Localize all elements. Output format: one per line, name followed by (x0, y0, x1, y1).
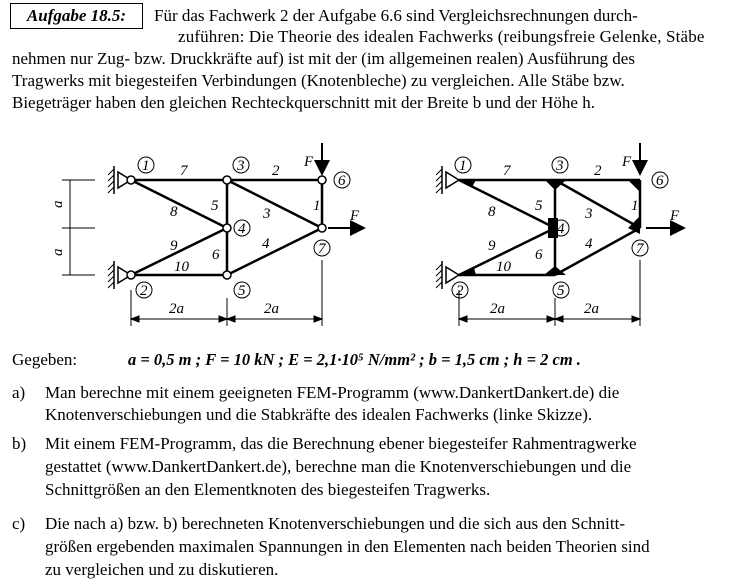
task-b-line-3: Schnittgrößen an den Elementknoten des biegesteifen Tragwerks. (45, 480, 491, 499)
rigid-member-label-3: 3 (585, 206, 593, 222)
given-label: Gegeben: (12, 350, 78, 369)
member-label-4: 4 (262, 236, 270, 252)
task-a-label: a) (12, 383, 26, 402)
rigid-force-label-vertical: F (622, 154, 632, 170)
force-label-horizontal: F (350, 208, 360, 224)
rigid-force-label-horizontal: F (670, 208, 680, 224)
rigid-member-label-2: 2 (594, 163, 602, 179)
member-label-1: 1 (313, 198, 321, 214)
left-truss (50, 143, 364, 326)
node-label-6: 6 (338, 173, 346, 189)
intro-line-2: zuführen: Die Theorie des idealen Fachwerks (reibungsfreie Gelenke, Stäbe (178, 27, 705, 46)
rigid-node-label-1: 1 (459, 158, 467, 174)
task-a-line-1: Man berechne mit einem geeigneten FEM-Programm (www.DankertDankert.de) die (45, 383, 620, 402)
node-label-1: 1 (142, 158, 150, 174)
task-b-line-2: gestattet (www.DankertDankert.de), berechne man die Knotenverschiebungen und die (45, 457, 632, 476)
task-b-line-1: Mit einem FEM-Programm, das die Berechnung ebener biegesteifer Rahmentragwerke (45, 434, 637, 453)
intro-line-1: Für das Fachwerk 2 der Aufgabe 6.6 sind Vergleichsrechnungen durch- (154, 6, 638, 25)
rigid-member-label-1: 1 (631, 198, 639, 214)
support-1-rigid (436, 166, 459, 194)
node-label-5: 5 (238, 283, 246, 299)
node-label-4: 4 (238, 221, 246, 237)
rigid-member-label-10: 10 (496, 259, 511, 275)
right-truss (436, 143, 684, 326)
exercise-title: Aufgabe 18.5: (10, 3, 143, 29)
member-label-3: 3 (263, 206, 271, 222)
rigid-node-label-7: 7 (636, 241, 644, 257)
rigid-node-label-5: 5 (557, 283, 565, 299)
dim-2a-left-1: 2a (169, 301, 184, 317)
member-label-2: 2 (272, 163, 280, 179)
task-c-label: c) (12, 514, 26, 533)
dim-2a-left-2: 2a (264, 301, 279, 317)
task-c-line-1: Die nach a) bzw. b) berechneten Knotenverschiebungen und die sich aus den Schnitt- (45, 514, 626, 533)
intro-line-3: nehmen nur Zug- bzw. Druckkräfte auf) ist mit der (im allgemeinen realen) Ausführung des (12, 49, 635, 68)
dim-a-upper: a (50, 200, 66, 208)
task-c-line-2: größen ergebenden maximalen Spannungen in den Elementen nach beiden Theorien sind (45, 537, 650, 556)
force-label-vertical: F (304, 154, 314, 170)
rigid-node-label-3: 3 (556, 158, 564, 174)
member-label-9: 9 (170, 238, 178, 254)
node-label-7: 7 (318, 241, 326, 257)
node-label-3: 3 (237, 158, 245, 174)
member-label-5: 5 (211, 198, 219, 214)
intro-line-4: Tragwerks mit biegesteifen Verbindungen (Knotenbleche) zu vergleichen. Alle Stäbe bzw. (12, 71, 625, 90)
rigid-member-label-6: 6 (535, 247, 543, 263)
rigid-node-label-6: 6 (656, 173, 664, 189)
dim-2a-right-2: 2a (584, 301, 599, 317)
dim-2a-right-1: 2a (490, 301, 505, 317)
rigid-member-label-4: 4 (585, 236, 593, 252)
rigid-member-label-9: 9 (488, 238, 496, 254)
rigid-member-label-8: 8 (488, 204, 496, 220)
rigid-member-label-5: 5 (535, 198, 543, 214)
rigid-member-label-7: 7 (503, 163, 511, 179)
rigid-node-label-2: 2 (456, 283, 464, 299)
task-b-label: b) (12, 434, 27, 453)
member-label-10: 10 (174, 259, 189, 275)
task-a-line-2: Knotenverschiebungen und die Stabkräfte des idealen Fachwerks (linke Skizze). (45, 405, 593, 424)
member-label-7: 7 (180, 163, 188, 179)
dim-a-lower: a (50, 248, 66, 256)
member-label-8: 8 (170, 204, 178, 220)
node-label-2: 2 (140, 283, 148, 299)
task-c-line-3: zu vergleichen und zu diskutieren. (45, 560, 279, 579)
rigid-node-label-4: 4 (557, 221, 565, 237)
given-values: a = 0,5 m ; F = 10 kN ; E = 2,1·10⁵ N/mm² ; b = 1,5 cm ; h = 2 cm . (128, 350, 581, 369)
member-label-6: 6 (212, 247, 220, 263)
intro-line-5: Biegeträger haben den gleichen Rechteckquerschnitt mit der Breite b und der Höhe h. (12, 93, 595, 112)
